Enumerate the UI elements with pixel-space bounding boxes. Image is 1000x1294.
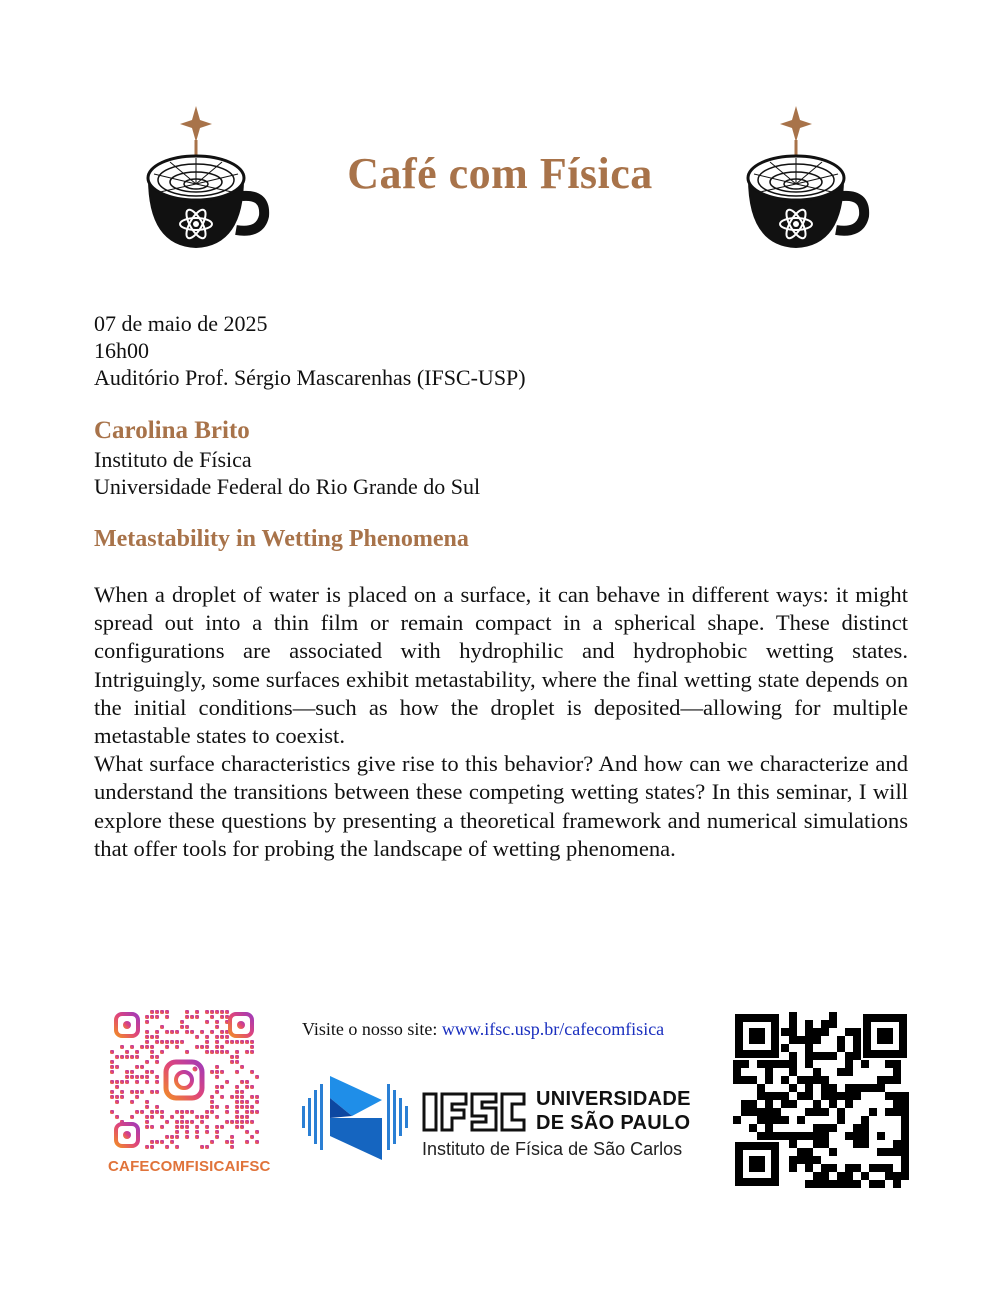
- ifsc-full-name: Instituto de Física de São Carlos: [422, 1139, 683, 1159]
- website-link[interactable]: www.ifsc.usp.br/cafecomfisica: [441, 1019, 665, 1039]
- speaker-institute: Instituto de Física: [94, 447, 252, 472]
- website-qr-code[interactable]: [733, 1012, 909, 1188]
- event-time: 16h00: [94, 338, 149, 363]
- speaker-affiliation: [94, 446, 480, 500]
- usp-name-line1: UNIVERSIDADE: [536, 1088, 691, 1110]
- abstract-paragraph: When a droplet of water is placed on a surface, it can behave in different ways: it might spread out into a thin film or remain compact in a spherical shape. These distinct configurations are associated with hydrophilic and hydrophobic wetting states. Intriguingly, some surfaces exhibit metastability, where the final wetting state depends on the initial conditions—such as how the droplet is deposited—allowing for multiple metastable states to coexist.: [94, 582, 908, 749]
- instagram-handle[interactable]: CAFECOMFISICAIFSC: [108, 1158, 271, 1175]
- ifsc-wordmark-logo: [422, 1090, 526, 1134]
- event-location: Auditório Prof. Sérgio Mascarenhas (IFSC-USP): [94, 365, 526, 390]
- event-info: [94, 310, 526, 391]
- website-prefix: Visite o nosso site:: [302, 1019, 442, 1039]
- talk-title: Metastability in Wetting Phenomena: [94, 526, 469, 552]
- speaker-name: Carolina Brito: [94, 417, 250, 444]
- website-line: [302, 1019, 664, 1040]
- abstract-paragraph: What surface characteristics give rise to this behavior? And how can we characterize and understand the transitions between these competing wetting states? In this seminar, I will explore these questions by presenting a theoretical framework and numerical simulations that offer tools for probing the landscape of wetting phenomena.: [94, 751, 908, 861]
- instagram-qr-code[interactable]: [108, 1008, 260, 1153]
- usp-name-line2: DE SÃO PAULO: [536, 1112, 691, 1134]
- talk-abstract: [94, 581, 908, 863]
- speaker-university: Universidade Federal do Rio Grande do Sul: [94, 474, 481, 499]
- page-title: Café com Física: [347, 149, 653, 198]
- event-date: 07 de maio de 2025: [94, 311, 268, 336]
- coffee-cup-atom-icon: [740, 96, 870, 256]
- ifsc-emblem-logo: [300, 1070, 410, 1165]
